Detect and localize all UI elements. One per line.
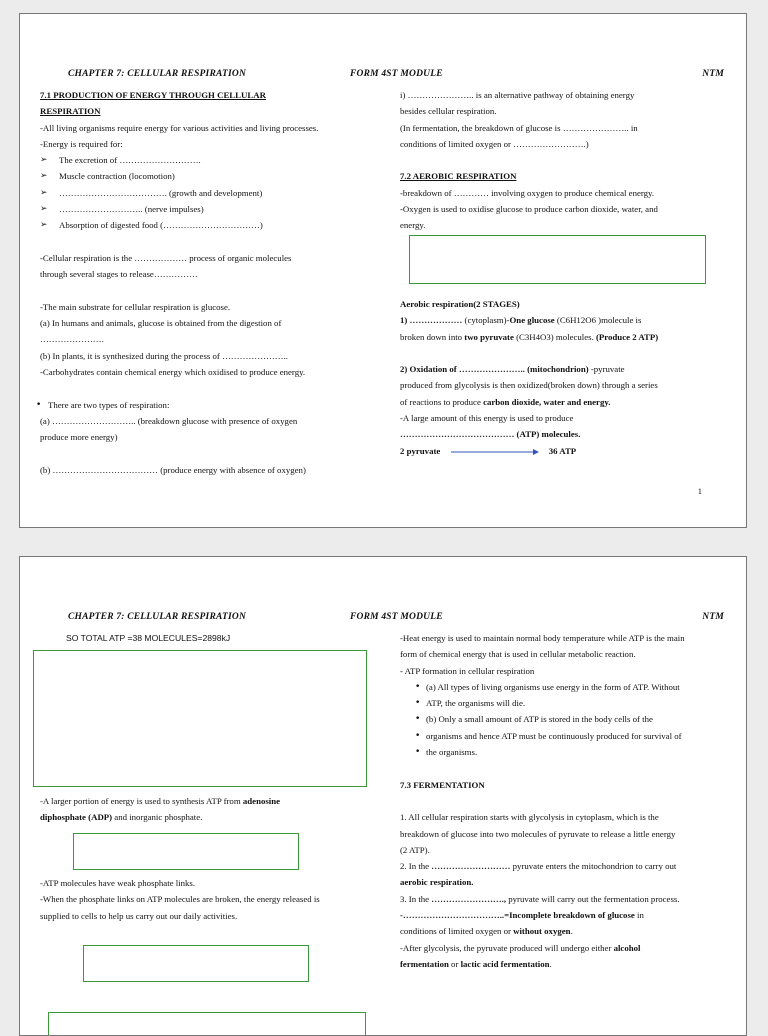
text-line: -A large amount of this energy is used to produce bbox=[400, 413, 574, 424]
text-span: (C3H4O3) molecules. bbox=[513, 331, 596, 342]
text-span: the organisms. bbox=[426, 747, 478, 758]
chapter-title: CHAPTER 7: CELLULAR RESPIRATION bbox=[68, 69, 247, 79]
text-line: -Heat energy is used to maintain normal body temperature while ATP is the main bbox=[400, 633, 685, 643]
text-span: 2. In the bbox=[400, 861, 432, 872]
text-line: 1. All cellular respiration starts with glycolysis in cytoplasm, which is the bbox=[400, 812, 659, 823]
document-page-2 bbox=[19, 556, 747, 1036]
text-line: (b) ……………………………… (produce energy with absence of oxygen) bbox=[40, 464, 306, 475]
text-line: -ATP molecules have weak phosphate links. bbox=[40, 878, 196, 888]
section-heading: 7.3 FERMENTATION bbox=[400, 779, 485, 790]
text-span: -pyruvate bbox=[588, 364, 625, 375]
text-line: …………………. bbox=[40, 334, 104, 345]
text-line: (a) In humans and animals, glucose is obtained from the digestion of bbox=[40, 318, 282, 329]
list-item-cont bbox=[400, 744, 735, 760]
text-line bbox=[400, 361, 735, 377]
text-line: -Energy is required for: bbox=[40, 138, 123, 149]
text-span: conditions of limited oxygen or bbox=[400, 926, 514, 937]
module-title: FORM 4ST MODULE bbox=[350, 69, 443, 79]
text-line bbox=[400, 312, 735, 328]
text-span: alcohol bbox=[613, 942, 641, 953]
list-item: ➢ Muscle contraction (locomotion) bbox=[40, 168, 372, 184]
text-span: 2) Oxidation of ………………….. (mitochondrion) bbox=[400, 364, 589, 375]
subheading: Aerobic respiration(2 STAGES) bbox=[400, 299, 520, 309]
text-span: (C6H12O6 )molecule is bbox=[554, 315, 642, 326]
text-span: carbon dioxide, water and energy. bbox=[483, 396, 611, 407]
text-line bbox=[400, 956, 735, 972]
list-item: ➢ ………………………………. (growth and development) bbox=[40, 185, 372, 201]
text-span: . bbox=[549, 958, 552, 969]
page1-right-column bbox=[400, 87, 735, 234]
module-title: FORM 4ST MODULE bbox=[350, 612, 443, 622]
page2-left-column bbox=[40, 793, 372, 826]
energy-uses-list bbox=[40, 152, 372, 233]
text-line: (2 ATP). bbox=[400, 844, 430, 855]
text-line: (a) ……………………….. (breakdown glucose with presence of oxygen bbox=[40, 415, 298, 426]
text-line bbox=[400, 394, 735, 410]
text-span: -A larger portion of energy is used to synthesis ATP from bbox=[40, 796, 243, 806]
text-line: -All living organisms require energy for various activities and living processes. bbox=[40, 122, 319, 133]
answer-box bbox=[73, 833, 299, 870]
answer-box bbox=[409, 235, 706, 284]
text-span: -After glycolysis, the pyruvate produced will undergo either bbox=[400, 942, 614, 953]
text-span: of reactions to produce bbox=[400, 396, 484, 407]
diagram-box bbox=[33, 650, 367, 787]
page-header bbox=[20, 612, 746, 626]
text-span: (cytoplasm)- bbox=[462, 315, 510, 326]
text-line: besides cellular respiration. bbox=[400, 106, 497, 117]
text-line: produce more energy) bbox=[40, 432, 118, 443]
text-span: pyruvate will carry out the fermentation process. bbox=[506, 893, 680, 904]
text-span: broken down into bbox=[400, 331, 465, 342]
right-arrow-icon bbox=[451, 447, 539, 457]
text-line: conditions of limited oxygen or …………………….) bbox=[400, 138, 589, 149]
atp-bullets bbox=[400, 679, 735, 760]
text-span: (b) Only a small amount of ATP is stored in the body cells of the bbox=[426, 714, 653, 725]
list-item: ➢ ……………………….. (nerve impulses) bbox=[40, 201, 372, 217]
text-span: organisms and hence ATP must be continuously produced for survival of bbox=[426, 730, 682, 741]
answer-box bbox=[83, 945, 309, 982]
text-line: - ATP formation in cellular respiration bbox=[400, 665, 535, 676]
text-line: breakdown of glucose into two molecules of pyruvate to release a little energy bbox=[400, 828, 676, 839]
list-item bbox=[400, 679, 735, 695]
text-line: -Oxygen is used to oxidise glucose to produce carbon dioxide, water, and bbox=[400, 204, 658, 215]
text-line bbox=[400, 858, 735, 874]
page2-left-column-lower bbox=[40, 875, 372, 924]
text-span: diphosphate (ADP) bbox=[40, 812, 113, 823]
document-page-1 bbox=[19, 13, 747, 528]
text-line bbox=[400, 891, 735, 907]
page2-right-column bbox=[400, 630, 735, 972]
list-item: ➢ The excretion of ………………………. bbox=[40, 152, 372, 168]
chapter-title: CHAPTER 7: CELLULAR RESPIRATION bbox=[68, 612, 247, 622]
text-line: through several stages to release…………… bbox=[40, 269, 198, 280]
page1-left-column bbox=[40, 87, 372, 478]
text-span: and inorganic phosphate. bbox=[112, 812, 203, 823]
list-item bbox=[400, 711, 735, 727]
text-line: (b) In plants, it is synthesized during the process of ………………….. bbox=[40, 350, 288, 361]
text-line bbox=[400, 907, 735, 923]
author-initials: NTM bbox=[702, 612, 724, 622]
author-initials: NTM bbox=[702, 69, 724, 79]
text-line: -Cellular respiration is the ……………… process of organic molecules bbox=[40, 252, 292, 263]
text-span: pyruvate enters the mitochondrion to carry out bbox=[510, 861, 677, 872]
text-span: two pyruvate bbox=[464, 331, 514, 342]
text-span: ……………………., bbox=[431, 893, 507, 904]
text-span: ……………………… bbox=[431, 861, 511, 872]
text-line: form of chemical energy that is used in cellular metabolic reaction. bbox=[400, 649, 636, 660]
text-line: ………………………………… (ATP) molecules. bbox=[400, 429, 581, 440]
text-span: One glucose bbox=[509, 315, 555, 326]
list-item-cont bbox=[400, 695, 735, 711]
text-span: . bbox=[570, 926, 573, 937]
total-atp-heading: SO TOTAL ATP =38 MOLECULES=2898kJ bbox=[66, 633, 231, 643]
text-span: 1) ……………… bbox=[400, 315, 463, 326]
pyruvate-to-atp bbox=[400, 443, 735, 459]
text-line bbox=[400, 329, 735, 345]
text-line: -Carbohydrates contain chemical energy which oxidised to produce energy. bbox=[40, 367, 306, 378]
text-span: 3. In the bbox=[400, 893, 432, 904]
text-line: -When the phosphate links on ATP molecules are broken, the energy released is bbox=[40, 894, 320, 905]
total-atp-heading-wrap bbox=[66, 630, 398, 646]
text-line: produced from glycolysis is then oxidized(broken down) through a series bbox=[400, 380, 658, 391]
text-span: in bbox=[634, 910, 644, 921]
list-item: ➢ Absorption of digested food (……………………………) bbox=[40, 217, 372, 233]
page-header bbox=[20, 69, 746, 83]
text-line bbox=[400, 940, 735, 956]
text-span: or bbox=[448, 958, 461, 969]
page1-right-column-lower bbox=[400, 296, 735, 459]
atp-label: 36 ATP bbox=[548, 445, 577, 456]
text-line: supplied to cells to help us carry out our daily activities. bbox=[40, 910, 238, 921]
answer-box bbox=[48, 1012, 366, 1036]
text-line: -breakdown of ………… involving oxygen to produce chemical energy. bbox=[400, 187, 655, 198]
text-span: -……………………………..=Incomplete breakdown of glucose bbox=[400, 910, 635, 921]
respiration-types-list bbox=[20, 397, 372, 413]
text-span: without oxygen bbox=[513, 926, 571, 937]
text-line: -The main substrate for cellular respiration is glucose. bbox=[40, 301, 231, 312]
list-item: • There are two types of respiration: bbox=[20, 397, 372, 413]
text-line: aerobic respiration. bbox=[400, 877, 474, 888]
section-heading: 7.1 PRODUCTION OF ENERGY THROUGH CELLULAR bbox=[40, 90, 266, 100]
text-line: energy. bbox=[400, 220, 426, 231]
text-span: (Produce 2 ATP) bbox=[595, 331, 659, 342]
text-span: lactic acid fermentation bbox=[460, 958, 550, 969]
list-item-cont bbox=[400, 728, 735, 744]
text-span: fermentation bbox=[400, 958, 449, 969]
text-span: (a) All types of living organisms use energy in the form of ATP. Without bbox=[426, 681, 680, 692]
text-span: adenosine bbox=[242, 796, 281, 806]
pyruvate-label: 2 pyruvate bbox=[400, 445, 441, 456]
text-line: i) ………………….. is an alternative pathway of obtaining energy bbox=[400, 90, 635, 100]
section-heading: 7.2 AEROBIC RESPIRATION bbox=[400, 171, 517, 182]
text-line: (In fermentation, the breakdown of glucose is ………………….. in bbox=[400, 122, 638, 133]
page-number: 1 bbox=[697, 486, 702, 496]
text-line bbox=[40, 809, 372, 825]
text-line bbox=[40, 793, 372, 809]
section-heading-cont: RESPIRATION bbox=[40, 106, 101, 117]
text-line bbox=[400, 923, 735, 939]
text-span: ATP, the organisms will die. bbox=[426, 698, 526, 709]
